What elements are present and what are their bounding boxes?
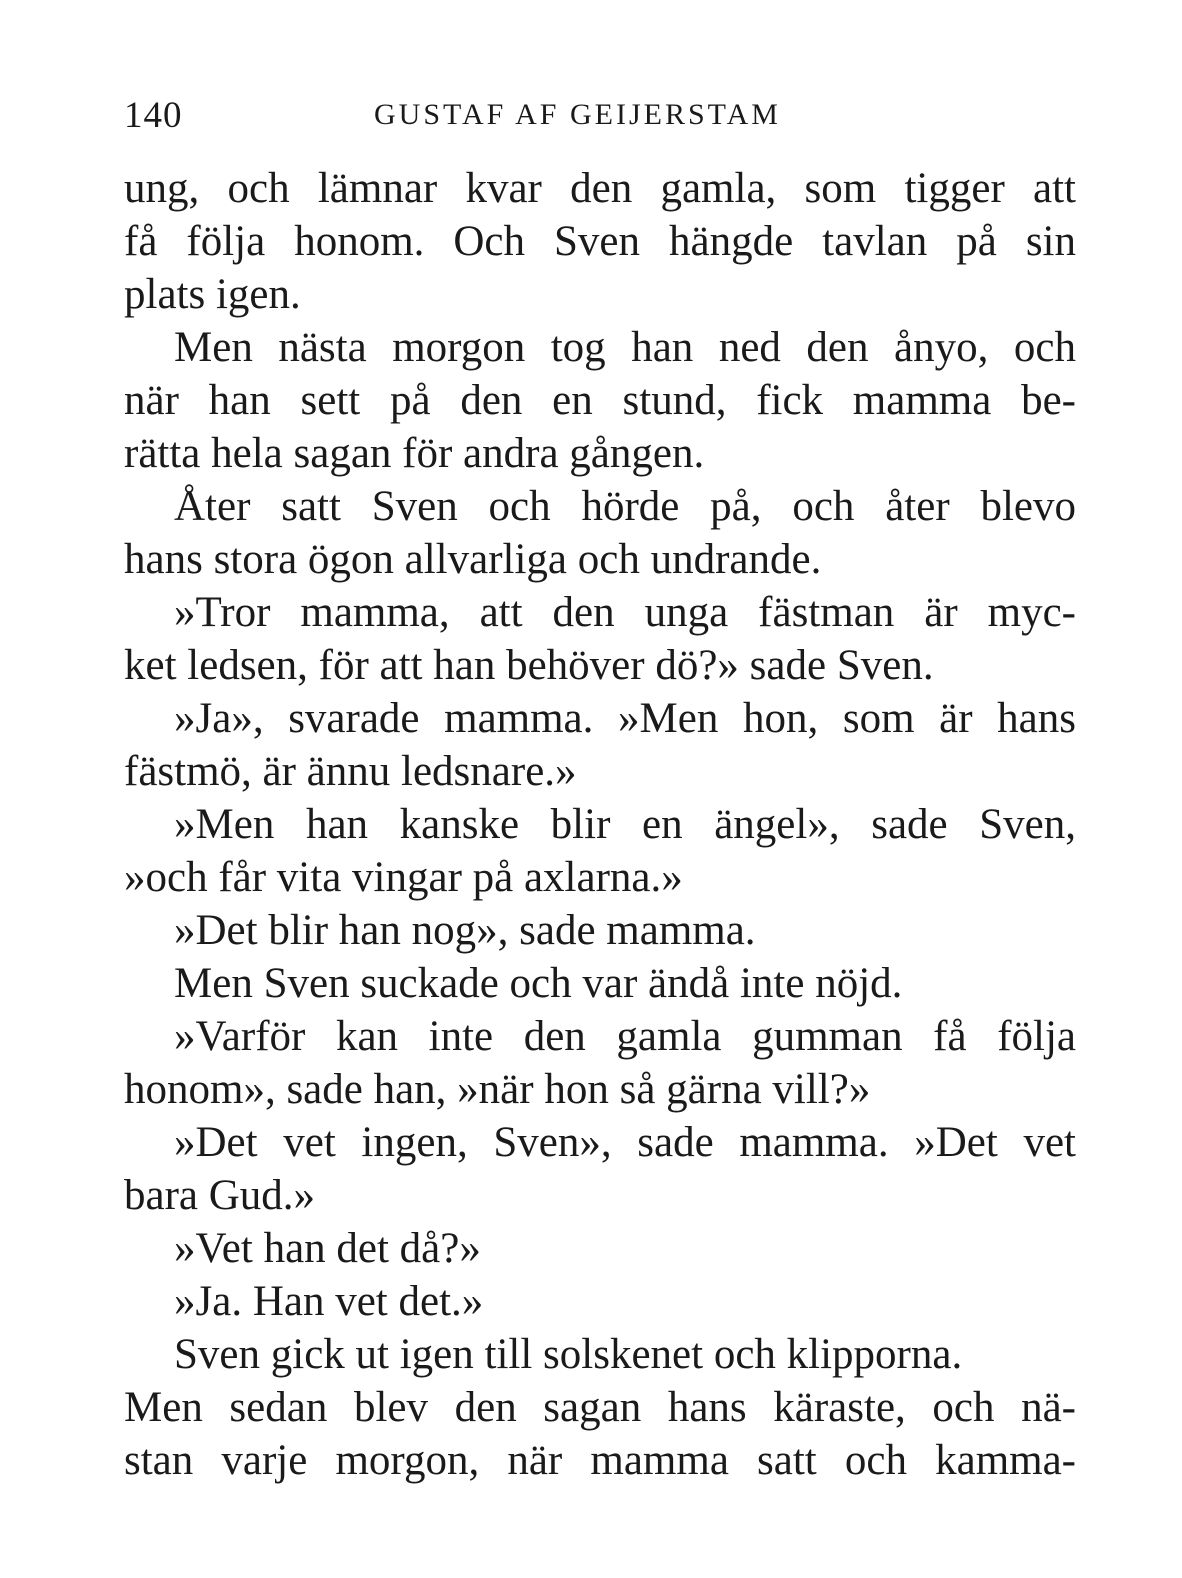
running-head	[124, 94, 844, 134]
text-line: »Det vet ingen, Sven», sade mamma. »Det vet	[174, 1119, 1076, 1166]
text-line: rätta hela sagan för andra gången.	[124, 430, 705, 477]
text-line: honom», sade han, »när hon så gärna vill?»	[124, 1066, 871, 1113]
text-line: Åter satt Sven och hörde på, och åter blevo	[174, 483, 1076, 530]
text-line: fästmö, är ännu ledsnare.»	[124, 748, 577, 795]
page-number: 140	[124, 95, 183, 136]
text-line: »Det blir han nog», sade mamma.	[174, 907, 756, 954]
text-line: Men Sven suckade och var ändå inte nöjd.	[174, 960, 903, 1007]
running-title: GUSTAF AF GEIJERSTAM	[374, 98, 781, 131]
text-line: »och får vita vingar på axlarna.»	[124, 854, 683, 901]
text-line: hans stora ögon allvarliga och undrande.	[124, 536, 822, 583]
text-line: stan varje morgon, när mamma satt och kamma-	[124, 1437, 1076, 1484]
text-line: ket ledsen, för att han behöver dö?» sade Sven.	[124, 642, 934, 689]
text-line: »Ja. Han vet det.»	[174, 1278, 484, 1325]
text-line: »Varför kan inte den gamla gumman få följa	[174, 1013, 1076, 1060]
text-line: ung, och lämnar kvar den gamla, som tigger att	[124, 165, 1076, 212]
text-line: plats igen.	[124, 271, 301, 318]
text-line: Men sedan blev den sagan hans käraste, och nä-	[124, 1384, 1076, 1431]
text-line: Men nästa morgon tog han ned den ånyo, och	[174, 324, 1076, 371]
text-line: Sven gick ut igen till solskenet och klipporna.	[174, 1331, 963, 1378]
text-line: när han sett på den en stund, fick mamma be-	[124, 377, 1076, 424]
text-line: »Vet han det då?»	[174, 1225, 481, 1272]
text-line: få följa honom. Och Sven hängde tavlan på sin	[124, 218, 1076, 265]
body-text	[124, 162, 1076, 1487]
text-line: bara Gud.»	[124, 1172, 316, 1219]
text-line: »Tror mamma, att den unga fästman är myc-	[174, 589, 1076, 636]
text-line: »Men han kanske blir en ängel», sade Sven,	[174, 801, 1076, 848]
text-line: »Ja», svarade mamma. »Men hon, som är hans	[174, 695, 1076, 742]
